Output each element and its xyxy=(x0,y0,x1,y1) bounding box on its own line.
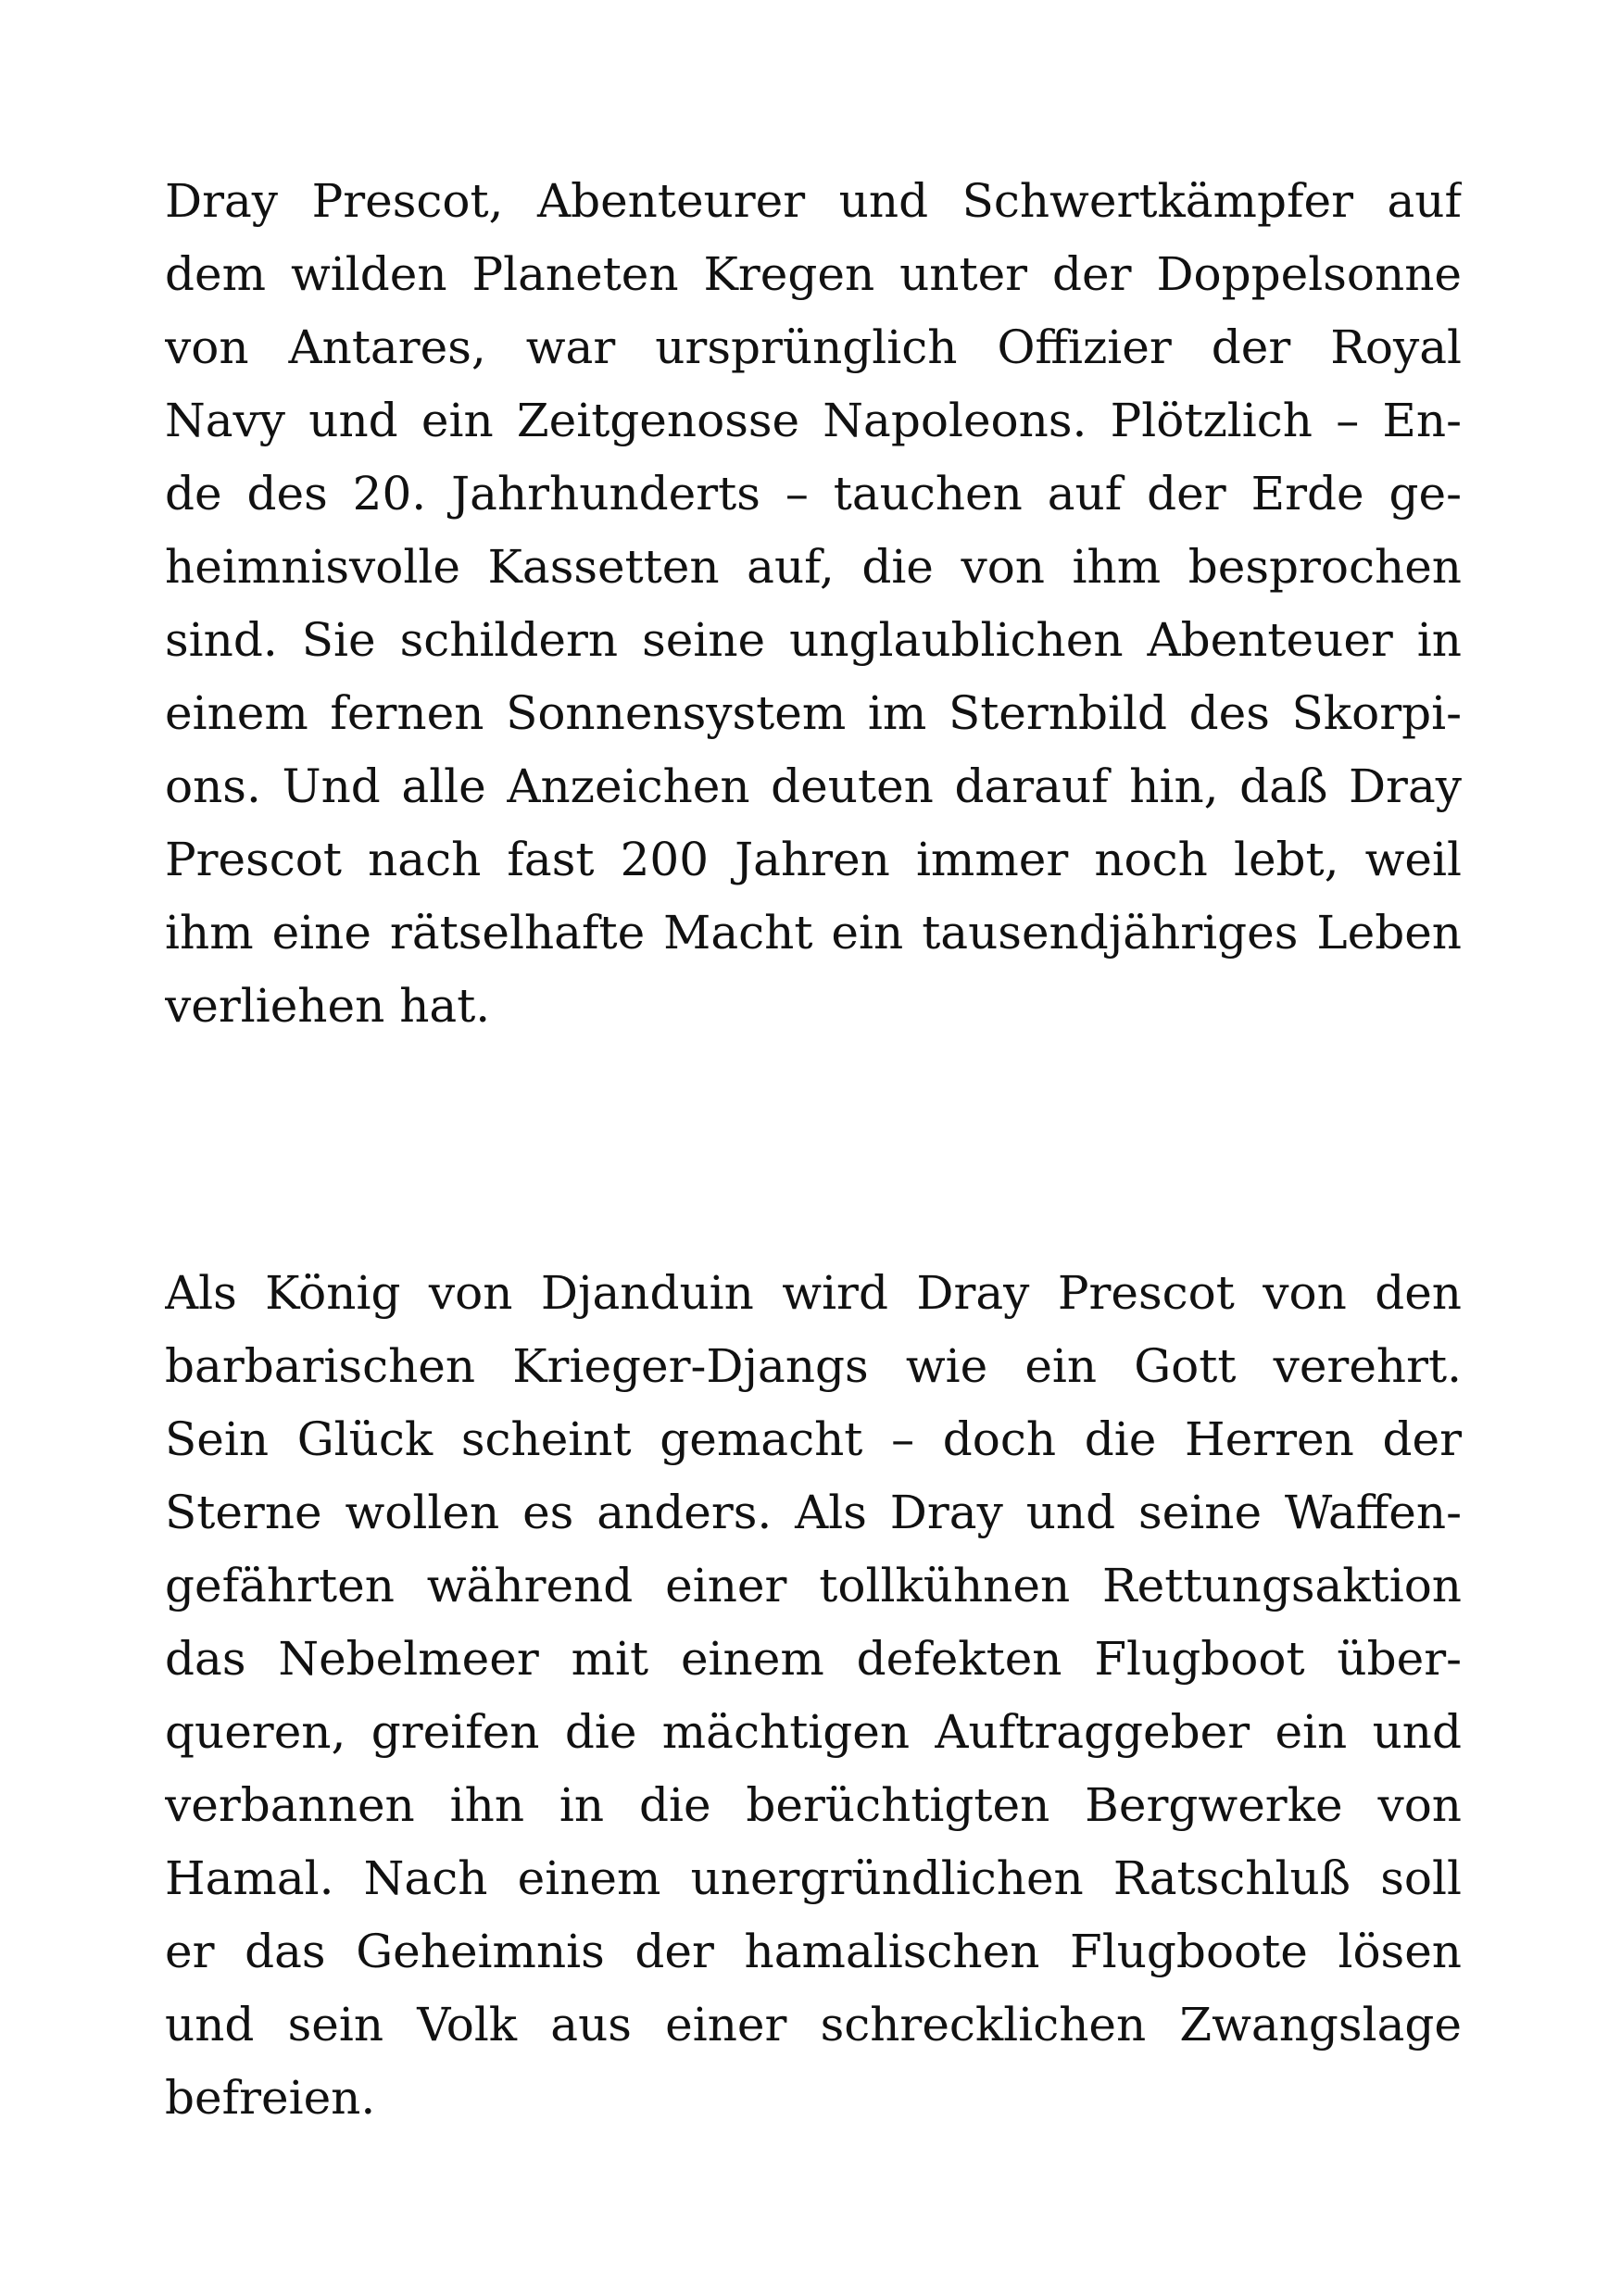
text-line: Navy und ein Zeitgenosse Napoleons. Plötzlich – En- xyxy=(165,394,1462,447)
text-line: Prescot nach fast 200 Jahren immer noch lebt, weil xyxy=(165,833,1462,886)
text-line: er das Geheimnis der hamalischen Flugboote lösen xyxy=(165,1925,1462,1978)
text-line: ons. Und alle Anzeichen deuten darauf hin, daß Dray xyxy=(165,759,1462,813)
text-line: heimnisvolle Kassetten auf, die von ihm besprochen xyxy=(165,540,1462,594)
text-line: barbarischen Krieger-Djangs wie ein Gott verehrt. xyxy=(165,1339,1462,1393)
text-line: gefährten während einer tollkühnen Rettungsaktion xyxy=(165,1559,1462,1612)
text-line: verliehen hat. xyxy=(165,979,491,1033)
text-line: Dray Prescot, Abenteurer und Schwertkämpfer auf xyxy=(165,174,1462,228)
text-line: Als König von Djanduin wird Dray Prescot von den xyxy=(165,1266,1462,1320)
text-line: Sterne wollen es anders. Als Dray und seine Waffen- xyxy=(165,1486,1462,1539)
paragraph-intro xyxy=(165,165,1462,1043)
text-line: ihm eine rätselhafte Macht ein tausendjähriges Leben xyxy=(165,906,1462,960)
paragraph-synopsis xyxy=(165,1257,1462,2135)
text-line: von Antares, war ursprünglich Offizier der Royal xyxy=(165,320,1462,374)
text-line: befreien. xyxy=(165,2071,376,2125)
text-line: sind. Sie schildern seine unglaublichen Abenteuer in xyxy=(165,613,1462,667)
text-line: Hamal. Nach einem unergründlichen Ratschluß soll xyxy=(165,1851,1462,1905)
text-line: und sein Volk aus einer schrecklichen Zwangslage xyxy=(165,1998,1462,2051)
text-line: verbannen ihn in die berüchtigten Bergwerke von xyxy=(165,1778,1462,1832)
text-line: Sein Glück scheint gemacht – doch die Herren der xyxy=(165,1412,1462,1466)
text-line: einem fernen Sonnensystem im Sternbild des Skorpi- xyxy=(165,686,1462,740)
text-line: das Nebelmeer mit einem defekten Flugboot über- xyxy=(165,1632,1462,1686)
text-line: dem wilden Planeten Kregen unter der Doppelsonne xyxy=(165,247,1462,301)
text-line: queren, greifen die mächtigen Auftraggeber ein und xyxy=(165,1705,1462,1759)
text-line: de des 20. Jahrhunderts – tauchen auf der Erde ge- xyxy=(165,467,1462,521)
